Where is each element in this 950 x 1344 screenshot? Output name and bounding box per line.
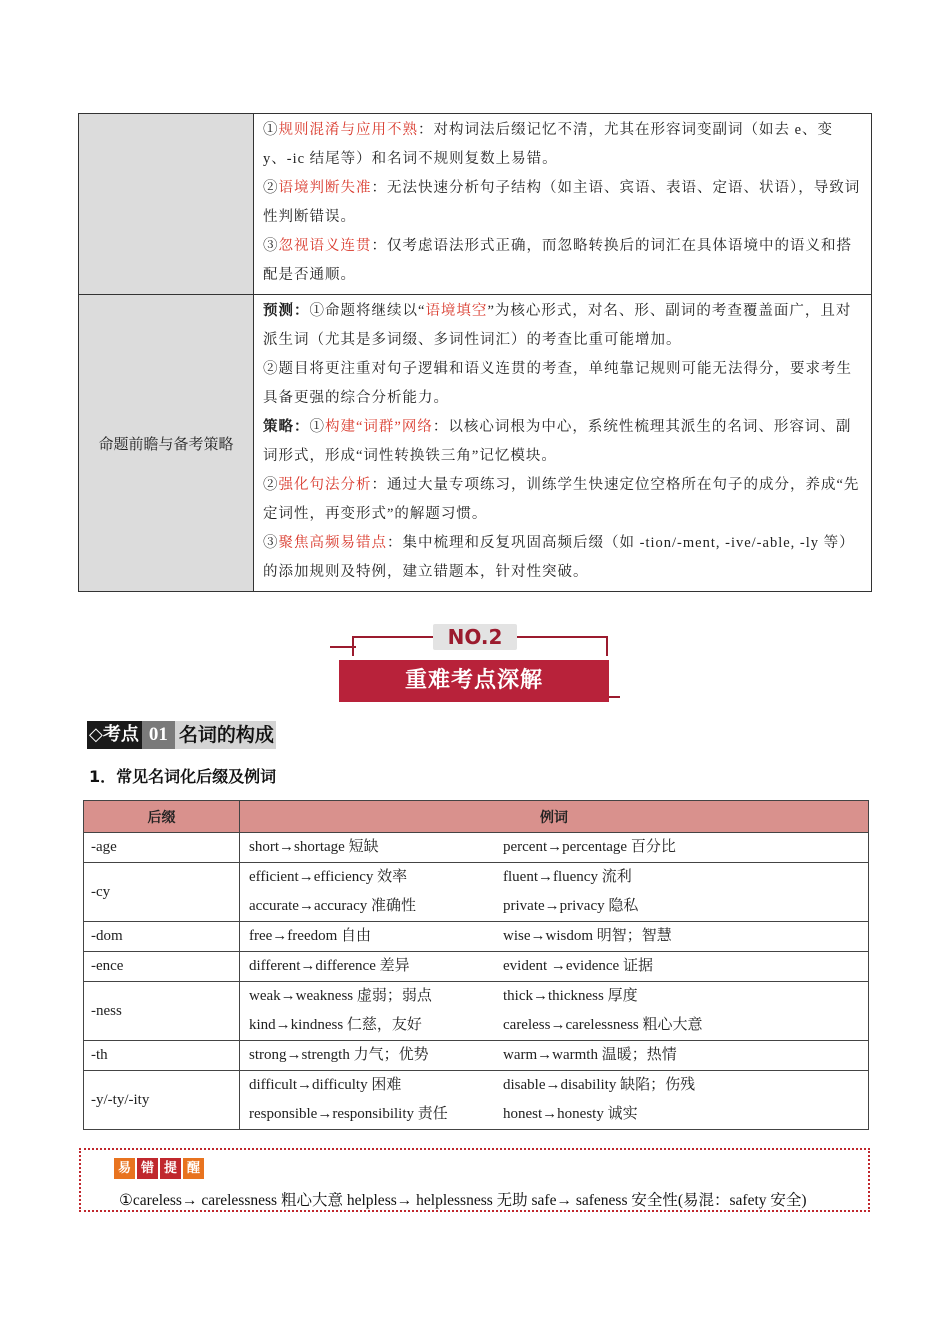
section-title: 名词的构成: [175, 721, 276, 749]
banner-number: NO.2: [433, 624, 517, 650]
example-word: free→freedom 自由: [249, 928, 372, 944]
suffix-cell: -ness: [84, 982, 240, 1041]
prediction-1: 预测：①命题将继续以“语境填空”为核心形式，对名、形、副词的考查覆盖面广，且对派生词（尤其是多词缀、多词性词汇）的考查比重可能增加。: [263, 303, 852, 348]
example-word: strong→strength 力气；优势: [249, 1047, 429, 1063]
example-word: careless→carelessness 粗心大意: [503, 1017, 703, 1033]
example-word: wise→wisdom 明智；智慧: [503, 928, 672, 944]
section-number: 01: [142, 721, 175, 749]
error-point-1: ①规则混淆与应用不熟：对构词法后缀记忆不清，尤其在形容词变副词（如去 e、变 y、-ic 结尾等）和名词不规则复数上易错。: [263, 122, 834, 167]
table-row: [84, 952, 869, 982]
section-banner: [330, 620, 620, 704]
suffix-cell: -ence: [84, 952, 240, 982]
reminder-badges: [114, 1158, 204, 1179]
strategy-3: ③聚焦高频易错点：集中梳理和反复巩固高频后缀（如 -tion/-ment, -ive/-able, -ly 等）的添加规则及特例，建立错题本，针对性突破。: [263, 535, 855, 580]
example-word: private→privacy 隐私: [503, 898, 639, 914]
example-word: percent→percentage 百分比: [503, 839, 676, 855]
header-examples: 例词: [240, 801, 869, 833]
section-heading: [87, 721, 276, 749]
example-word: fluent→fluency 流利: [503, 869, 632, 885]
banner-frame-line: [330, 646, 356, 648]
suffix-table: [83, 800, 869, 1130]
table-row: [84, 922, 869, 952]
suffix-cell: -dom: [84, 922, 240, 952]
table-row: [84, 863, 869, 922]
suffix-cell: -cy: [84, 863, 240, 922]
example-cell: [240, 952, 869, 982]
summary-row1-content: [254, 114, 872, 295]
table-row: [84, 982, 869, 1041]
example-word: honest→honesty 诚实: [503, 1106, 638, 1122]
example-cell: [240, 833, 869, 863]
reminder-text: ①careless→ carelessness 粗心大意 helpless→ helplessness 无助 safe→ safeness 安全性(易混：safety 安全): [119, 1192, 807, 1209]
reminder-badge: 错: [137, 1158, 158, 1179]
error-point-3: ③忽视语义连贯：仅考虑语法形式正确，而忽略转换后的词汇在具体语境中的语义和搭配是否通顺。: [263, 238, 852, 283]
table-row: [84, 1071, 869, 1130]
example-cell: [240, 1041, 869, 1071]
error-point-2: ②语境判断失准：无法快速分析句子结构（如主语、宾语、表语、定语、状语），导致词性判断错误。: [263, 180, 861, 225]
example-word: different→difference 差异: [249, 958, 410, 974]
example-word: warm→warmth 温暖；热情: [503, 1047, 677, 1063]
summary-row1-label: [79, 114, 254, 295]
example-word: disable→disability 缺陷；伤残: [503, 1077, 696, 1093]
example-cell: [240, 922, 869, 952]
table-row: [84, 833, 869, 863]
example-word: short→shortage 短缺: [249, 839, 379, 855]
error-reminder-box: [79, 1148, 870, 1212]
example-word: weak→weakness 虚弱；弱点: [249, 988, 432, 1004]
summary-table: [78, 113, 872, 592]
summary-row2-label: 命题前瞻与备考策略: [79, 295, 254, 592]
banner-frame-line: [606, 636, 608, 656]
reminder-badge: 易: [114, 1158, 135, 1179]
banner-title: 重难考点深解: [339, 660, 609, 702]
example-cell: [240, 982, 869, 1041]
table-row: [84, 1041, 869, 1071]
example-word: kind→kindness 仁慈，友好: [249, 1017, 422, 1033]
reminder-badge: 提: [160, 1158, 181, 1179]
example-word: accurate→accuracy 准确性: [249, 898, 416, 914]
example-word: difficult→difficulty 困难: [249, 1077, 402, 1093]
prediction-2: ②题目将更注重对句子逻辑和语义连贯的考查，单纯靠记规则可能无法得分，要求考生具备更强的综合分析能力。: [263, 361, 852, 406]
reminder-badge: 醒: [183, 1158, 204, 1179]
summary-row2-content: [254, 295, 872, 592]
suffix-cell: -age: [84, 833, 240, 863]
example-word: thick→thickness 厚度: [503, 988, 638, 1004]
section-prefix: ◇考点: [87, 721, 142, 749]
example-word: responsible→responsibility 责任: [249, 1106, 448, 1122]
example-word: evident →evidence 证据: [503, 958, 653, 974]
header-suffix: 后缀: [84, 801, 240, 833]
suffix-cell: -y/-ty/-ity: [84, 1071, 240, 1130]
subheading: 1．常见名词化后缀及例词: [89, 767, 277, 786]
example-word: efficient→efficiency 效率: [249, 869, 408, 885]
suffix-cell: -th: [84, 1041, 240, 1071]
strategy-2: ②强化句法分析：通过大量专项练习，训练学生快速定位空格所在句子的成分，养成“先定词性，再变形式”的解题习惯。: [263, 477, 860, 522]
example-cell: [240, 863, 869, 922]
example-cell: [240, 1071, 869, 1130]
strategy-1: 策略：①构建“词群”网络：以核心词根为中心，系统性梳理其派生的名词、形容词、副词形式，形成“词性转换铁三角”记忆模块。: [263, 419, 852, 464]
